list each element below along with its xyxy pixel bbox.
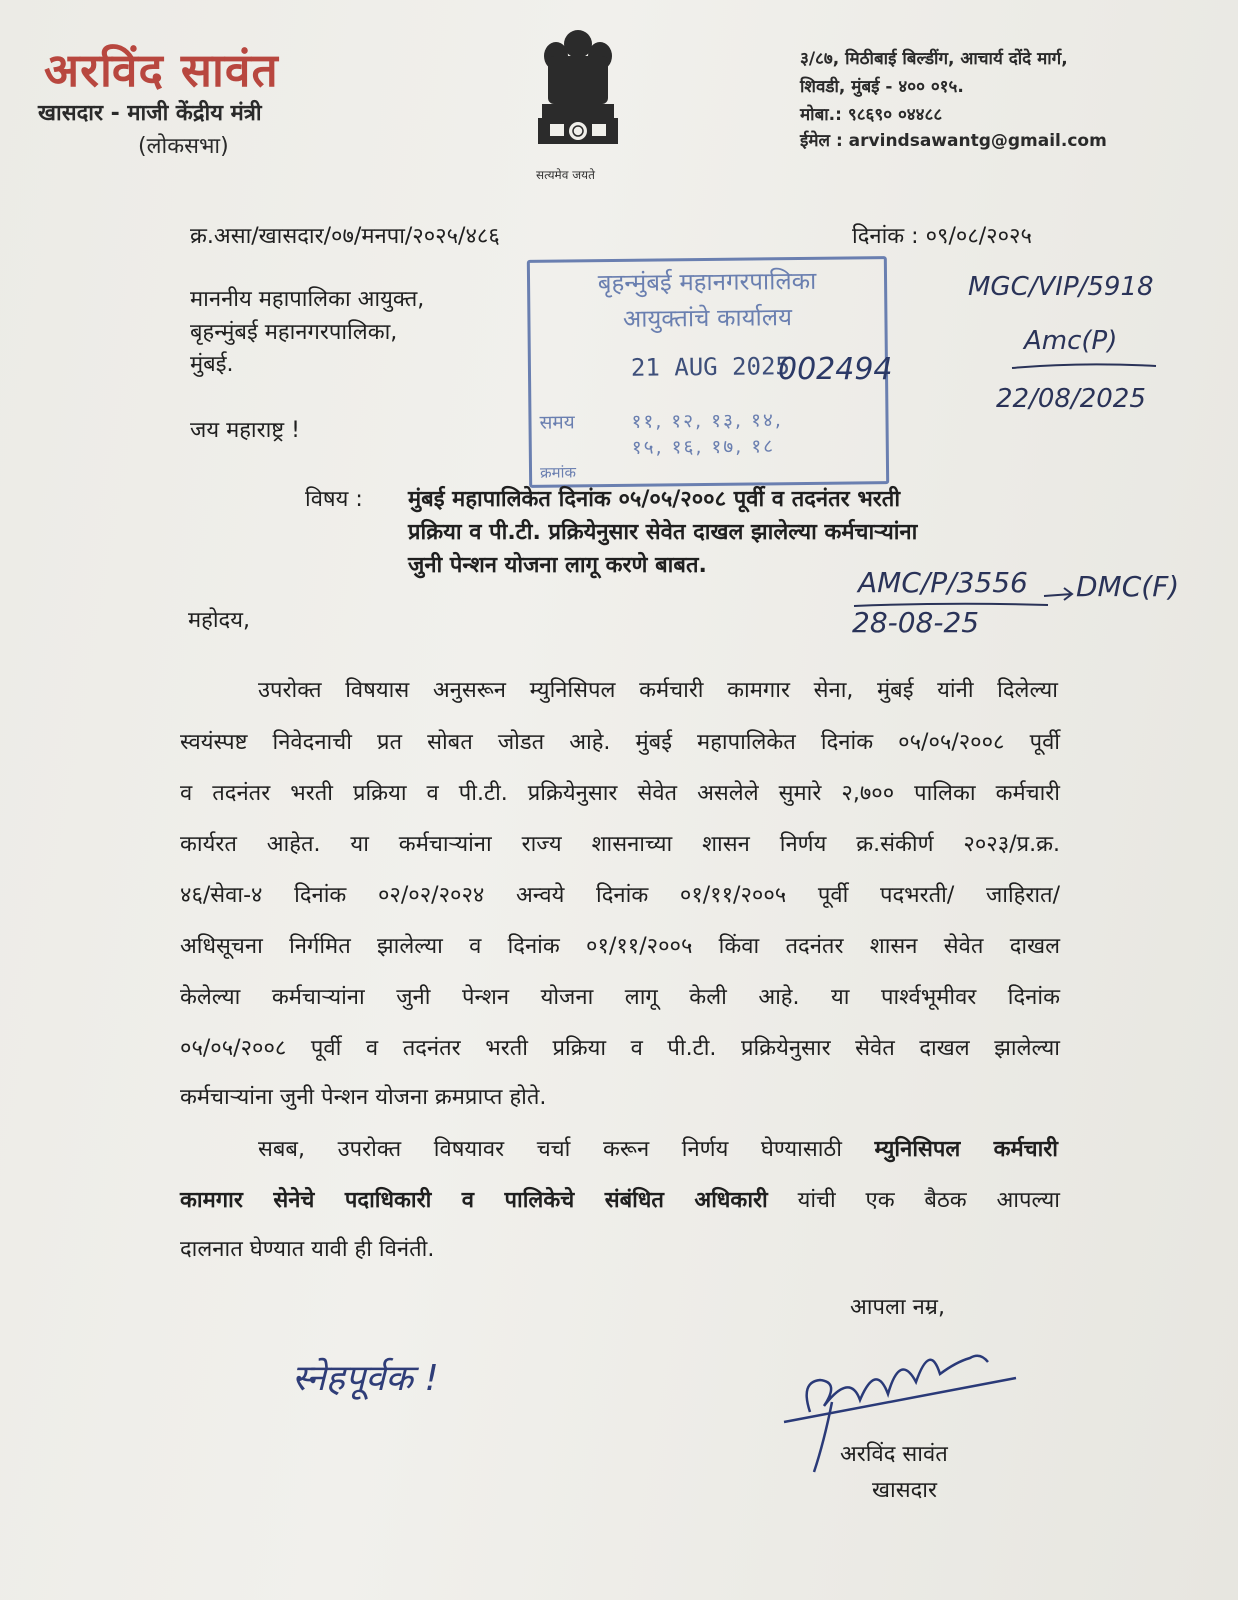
body-text: यांची एक बैठक आपल्या (767, 1188, 1060, 1213)
stamp-inward-number: 002494 (778, 352, 893, 387)
reference-number: क्र.असा/खासदार/०७/मनपा/२०२५/४८६ (190, 224, 500, 249)
handwritten-ref-6: 28-08-25 (852, 606, 980, 639)
stamp-org: बृहन्मुंबई महानगरपालिका (597, 266, 817, 298)
address-line-1: ३/८७, मिठीबाई बिल्डींग, आचार्य दोंदे मार्ग, (800, 49, 1068, 69)
body-line: स्वयंस्पष्ट निवेदनाची प्रत सोबत जोडत आहे. मुंबई महापालिकेत दिनांक ०५/०५/२००८ पूर्वी (180, 730, 1060, 755)
stamp-date: 21 AUG 2025 (630, 352, 791, 382)
body-text-bold: कामगार सेनेचे पदाधिकारी व पालिकेचे संबंधित अधिकारी (180, 1188, 768, 1213)
address-line-2: शिवडी, मुंबई - ४०० ०१५. (800, 77, 964, 97)
letterhead-name: अरविंद सावंत (44, 43, 279, 97)
body-line: अधिसूचना निर्गमित झालेल्या व दिनांक ०१/११/२००५ किंवा तदनंतर शासन सेवेत दाखल (180, 934, 1060, 959)
body-line: दालनात घेण्यात यावी ही विनंती. (180, 1237, 435, 1262)
body-line: व तदनंतर भरती प्रक्रिया व पी.टी. प्रक्रियेनुसार सेवेत असलेले सुमारे २,७०० पालिका कर्मचारी (180, 781, 1060, 806)
phone-number: मोबा.: ९८६९० ०४४८८ (800, 105, 943, 125)
subject-line-1: मुंबई महापालिकेत दिनांक ०५/०५/२००८ पूर्वी व तदनंतर भरती (408, 487, 901, 512)
emblem-motto: सत्यमेव जयते (536, 168, 595, 182)
greeting: जय महाराष्ट्र ! (190, 418, 300, 443)
body-line (180, 1185, 1060, 1217)
body-line: ०५/०५/२००८ पूर्वी व तदनंतर भरती प्रक्रिया व पी.टी. प्रक्रियेनुसार सेवेत दाखल झालेल्या (180, 1036, 1060, 1061)
body-line: उपरोक्त विषयास अनुसरून म्युनिसिपल कर्मचारी कामगार सेना, मुंबई यांनी दिलेल्या (258, 678, 1058, 703)
handwritten-ref-3: 22/08/2025 (996, 384, 1146, 414)
signatory-name: अरविंद सावंत (840, 1442, 948, 1467)
stamp-times-row-1: ११, १२, १३, १४, (631, 409, 783, 433)
email-address: ईमेल : arvindsawantg@gmail.com (800, 131, 1107, 151)
body-text-bold: म्युनिसिपल कर्मचारी (874, 1137, 1058, 1162)
letter-date: दिनांक : ०९/०८/२०२५ (852, 224, 1032, 249)
signatory-title: खासदार (872, 1478, 937, 1503)
body-line: केलेल्या कर्मचाऱ्यांना जुनी पेन्शन योजना लागू केली आहे. या पार्श्वभूमीवर दिनांक (180, 985, 1060, 1010)
national-emblem-icon (528, 22, 628, 162)
recipient-line-3: मुंबई. (190, 352, 234, 377)
stamp-times-row-2: १५, १६, १७, १८ (631, 435, 776, 459)
letterhead-house: (लोकसभा) (138, 134, 229, 159)
body-line: कार्यरत आहेत. या कर्मचाऱ्यांना राज्य शासनाच्या शासन निर्णय क्र.संकीर्ण २०२३/प्र.क्र. (180, 832, 1060, 857)
body-text: सबब, उपरोक्त विषयावर चर्चा करून निर्णय घेण्यासाठी (258, 1137, 875, 1162)
handwritten-ref-2: Amc(P) (1024, 326, 1118, 356)
handwritten-underline-1 (1010, 360, 1160, 374)
stamp-office: आयुक्तांचे कार्यालय (622, 303, 793, 333)
handwritten-closing: स्नेहपूर्वक ! (292, 1358, 439, 1399)
handwritten-ref-1: MGC/VIP/5918 (968, 272, 1154, 302)
subject-line-2: प्रक्रिया व पी.टी. प्रक्रियेनुसार सेवेत दाखल झालेल्या कर्मचाऱ्यांना (408, 520, 918, 545)
recipient-line-1: माननीय महापालिका आयुक्त, (190, 287, 425, 312)
body-line (258, 1134, 1058, 1166)
recipient-line-2: बृहन्मुंबई महानगरपालिका, (190, 320, 398, 345)
letterhead-designation: खासदार - माजी केंद्रीय मंत्री (38, 101, 262, 126)
stamp-time-label: समय (539, 411, 575, 434)
body-line: ४६/सेवा-४ दिनांक ०२/०२/२०२४ अन्वये दिनांक ०१/११/२००५ पूर्वी पदभरती/ जाहिरात/ (180, 883, 1060, 908)
handwritten-ref-4: AMC/P/3556 (858, 566, 1028, 599)
subject-line-3: जुनी पेन्शन योजना लागू करणे बाबत. (408, 553, 707, 578)
body-line: कर्मचाऱ्यांना जुनी पेन्शन योजना क्रमप्राप्त होते. (180, 1085, 547, 1110)
subject-label: विषय : (305, 487, 363, 512)
stamp-serial-label: क्रमांक (539, 463, 577, 482)
handwritten-ref-5: DMC(F) (1076, 570, 1180, 603)
closing-phrase: आपला नम्र, (850, 1295, 945, 1320)
salutation: महोदय, (188, 608, 250, 633)
